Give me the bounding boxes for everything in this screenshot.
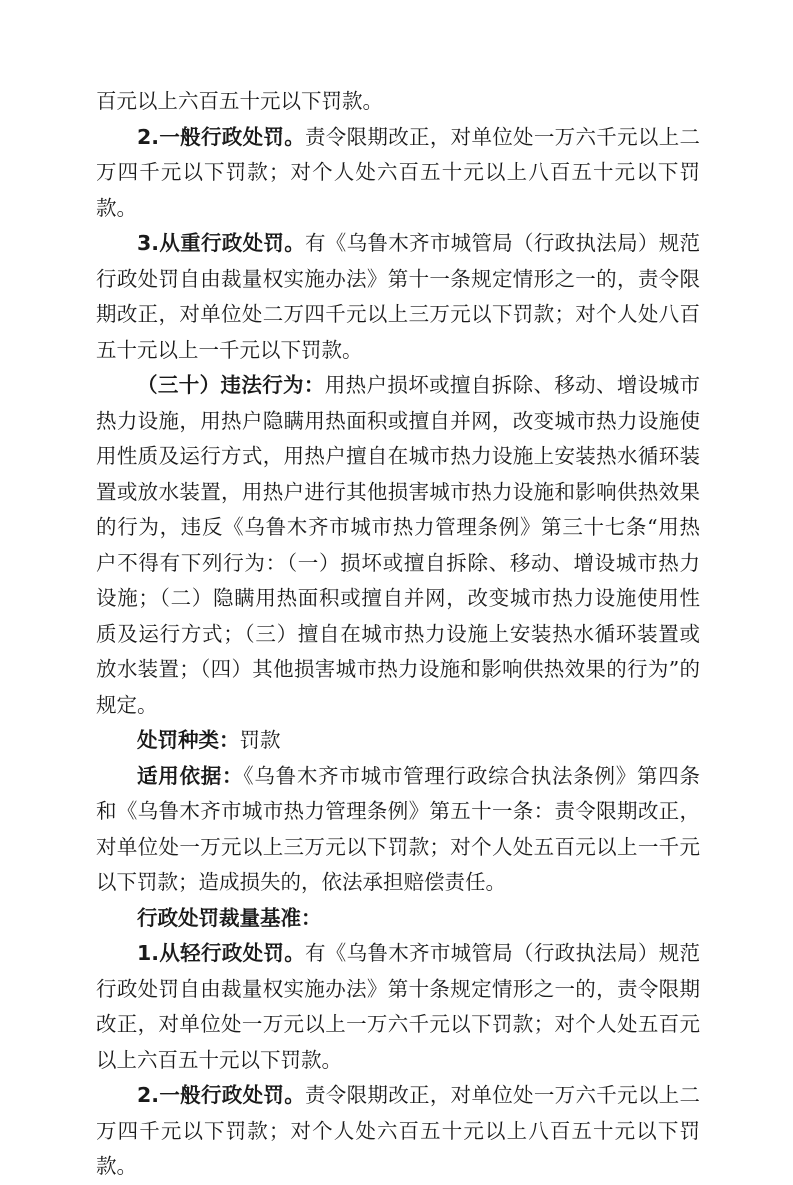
paragraph-continuation [96, 84, 700, 120]
paragraph-general-penalty [96, 120, 700, 227]
paragraph-heading: 2.一般行政处罚。 [137, 1083, 305, 1107]
paragraph-text: 责令限期改正，对单位处一万六千元以上二万四千元以下罚款；对个人处六百五十元以上八百五十元以下罚款。 [96, 124, 700, 220]
paragraph-heavier-penalty [96, 226, 700, 368]
paragraph-text: 责令限期改正，对单位处一万六千元以上二万四千元以下罚款；对个人处六百五十元以上八百五十元以下罚款。 [96, 1083, 700, 1178]
paragraph-violation [96, 368, 700, 723]
paragraph-text: 有《乌鲁木齐市城管局（行政执法局）规范行政处罚自由裁量权实施办法》第十条规定情形之一的，责令限期改正，对单位处一万元以上一万六千元以下罚款；对个人处五百元以上六百五十元以下罚款。 [96, 941, 700, 1072]
paragraph-heading: 处罚种类： [137, 728, 240, 752]
paragraph-text: 《乌鲁木齐市城市管理行政综合执法条例》第四条和《乌鲁木齐市城市热力管理条例》第五十一条：责令限期改正，对单位处一万元以上三万元以下罚款；对个人处五百元以上一千元以下罚款；造成损失的，依法承担赔偿责任。 [96, 763, 701, 894]
paragraph-general-penalty-2 [96, 1078, 700, 1185]
paragraph-heading: 适用依据： [137, 763, 244, 788]
paragraph-legal-basis [96, 759, 700, 901]
paragraph-text: 用热户损坏或擅自拆除、移动、增设城市热力设施，用热户隐瞒用热面积或擅自并网，改变城市热力设施使用性质及运行方式，用热户擅自在城市热力设施上安装热水循环装置或放水装置，用热户进行其他损害城市热力设施和影响供热效果的行为，违反《乌鲁木齐市城市热力管理条例》第三十七条“用热户不得有下列行为：（一）损坏或擅自拆除、移动、增设城市热力设施；（二）隐瞒用热面积或擅自并网，改变城市热力设施使用性质及运行方式；（三）擅自在城市热力设施上安装热水循环装置或放水装置；（四）其他损害城市热力设施和影响供热效果的行为”的规定。 [96, 373, 701, 717]
paragraph-lighter-penalty [96, 936, 700, 1078]
paragraph-heading: 3.从重行政处罚。 [137, 231, 305, 255]
document-page [96, 84, 700, 1185]
paragraph-text: 有《乌鲁木齐市城管局（行政执法局）规范行政处罚自由裁量权实施办法》第十一条规定情形之一的，责令限期改正，对单位处二万四千元以上三万元以下罚款；对个人处八百五十元以上一千元以下罚款。 [96, 231, 700, 362]
paragraph-heading: 行政处罚裁量基准： [137, 905, 322, 930]
paragraph-heading: （三十）违法行为： [137, 373, 325, 397]
paragraph-text: 罚款 [239, 728, 281, 752]
paragraph-text: 百元以上六百五十元以下罚款。 [96, 89, 383, 113]
paragraph-penalty-type [96, 723, 700, 759]
paragraph-heading: 2.一般行政处罚。 [137, 124, 305, 149]
paragraph-heading: 1.从轻行政处罚。 [137, 941, 305, 965]
paragraph-discretion-standard [96, 901, 700, 937]
